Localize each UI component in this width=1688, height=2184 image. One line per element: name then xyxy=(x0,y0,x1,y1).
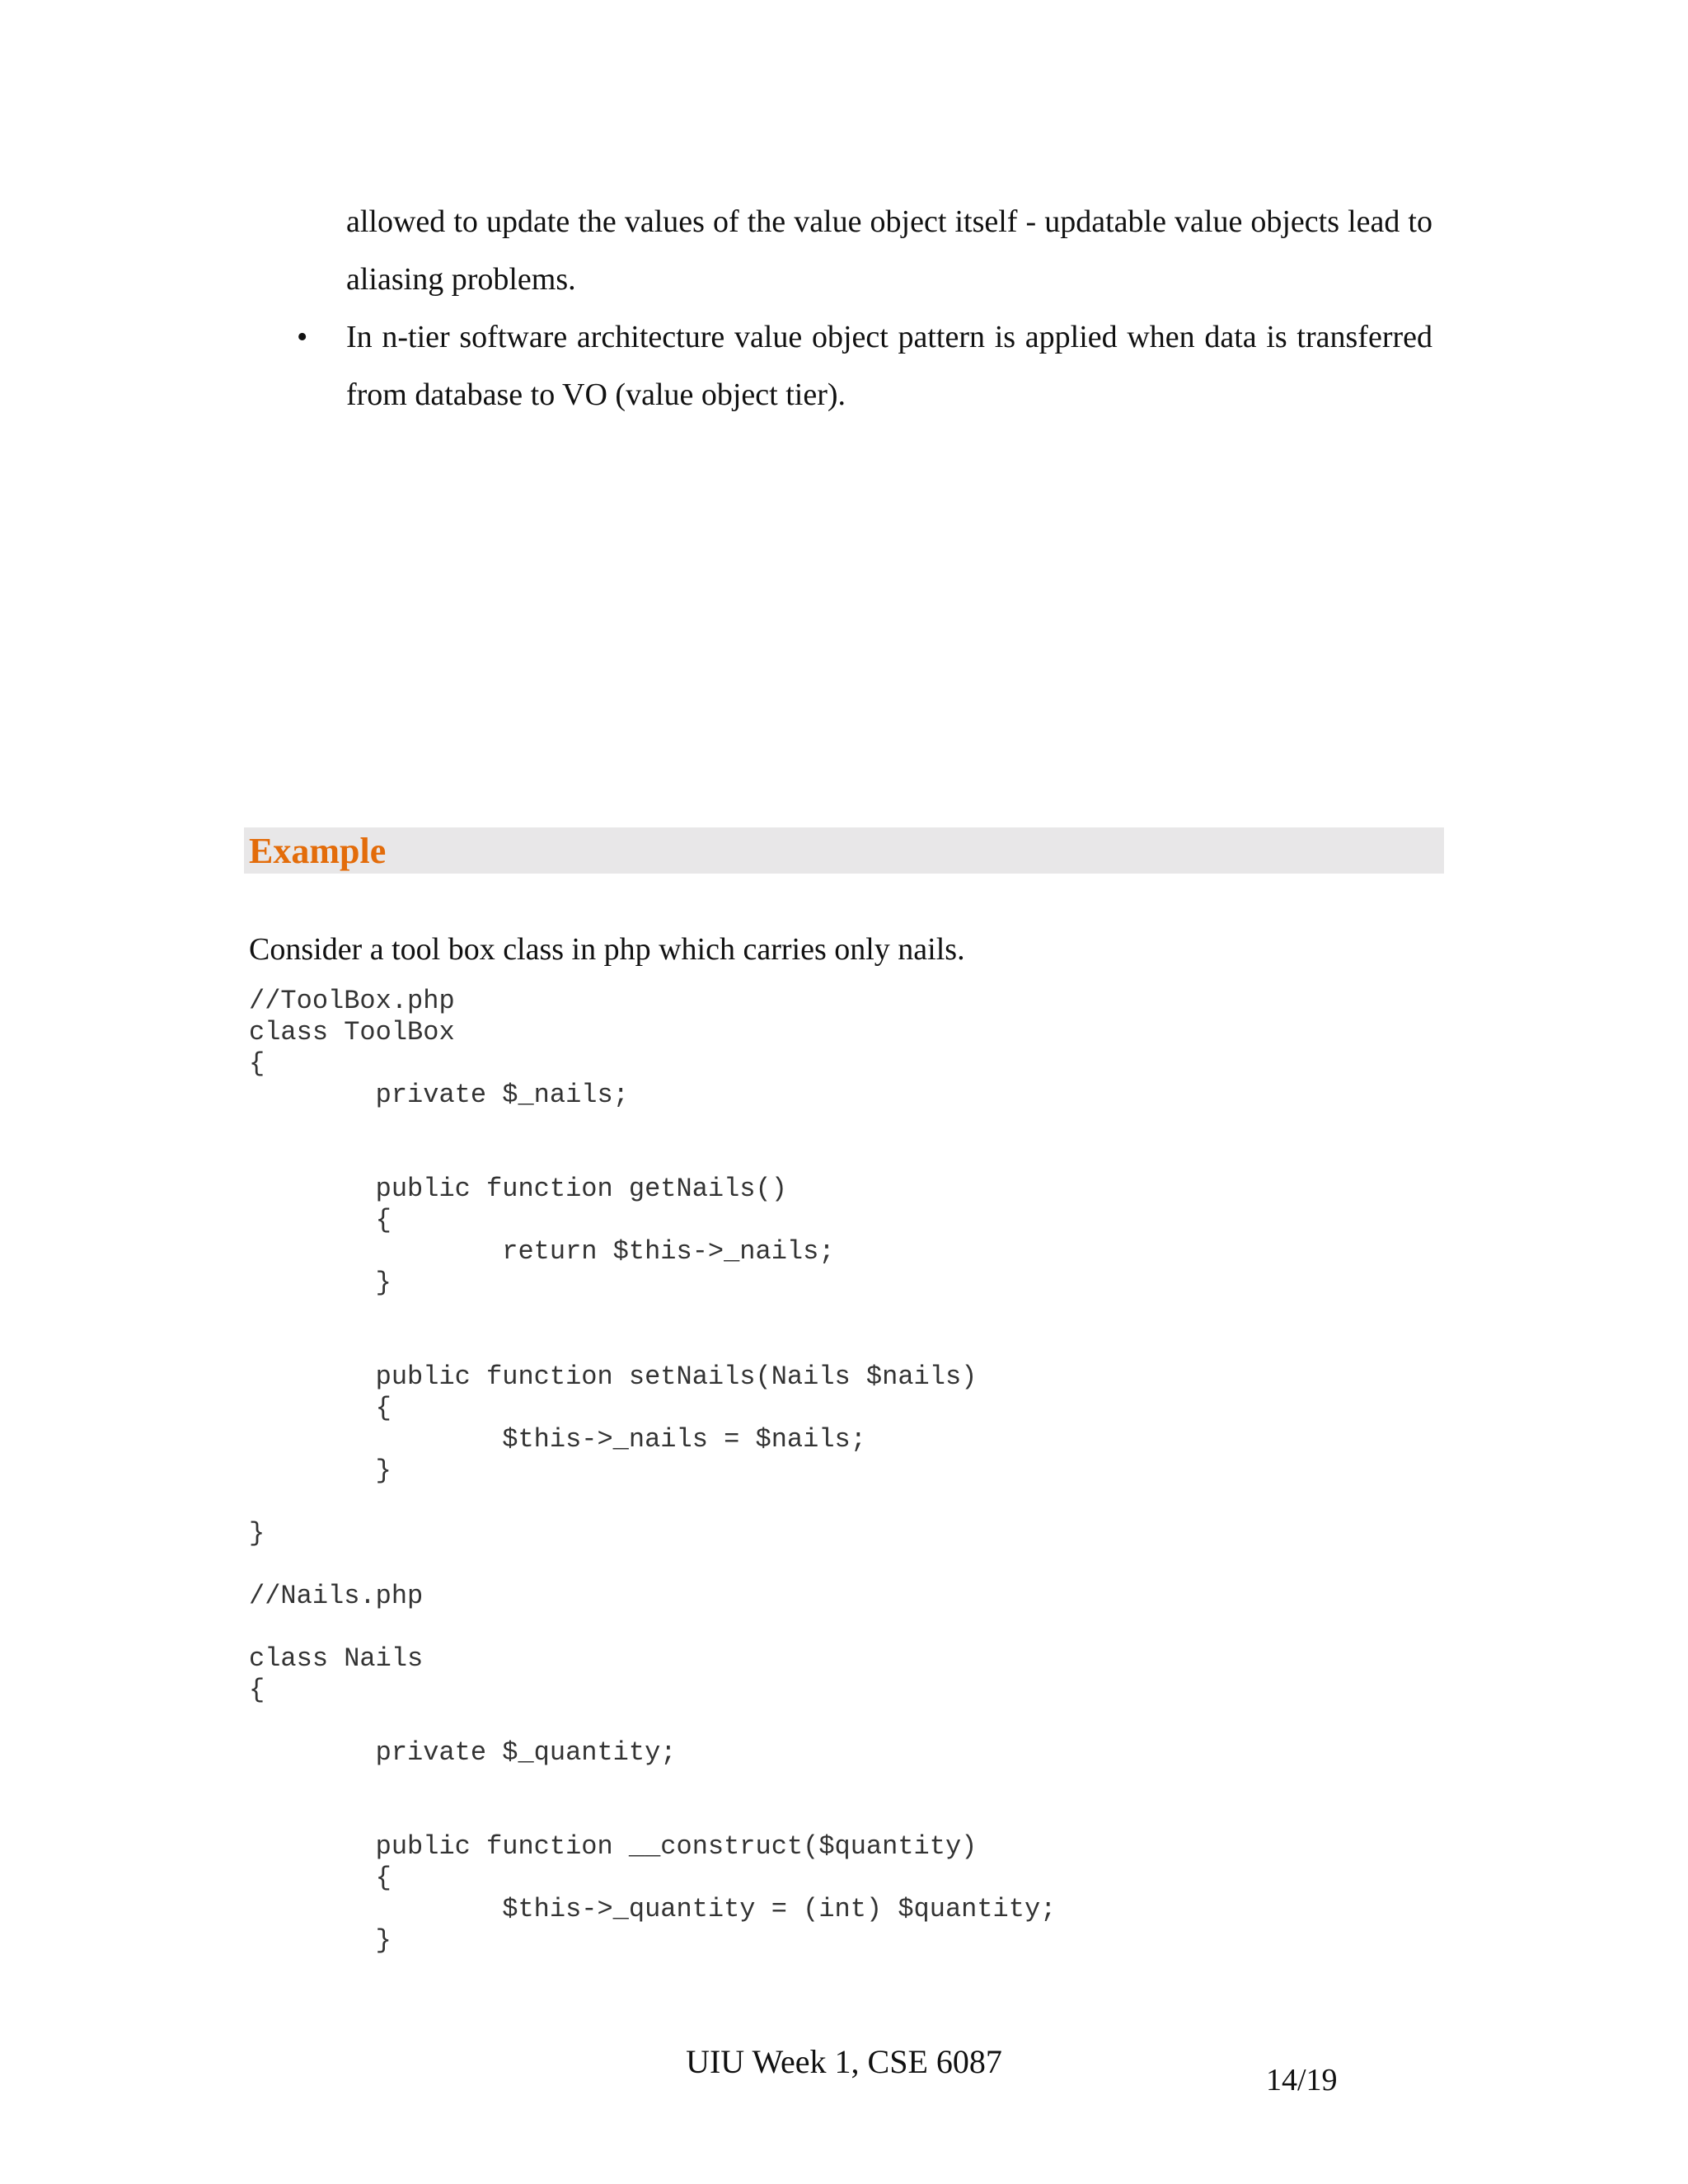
code-line: private $_nails; xyxy=(249,1080,629,1110)
code-line: { xyxy=(249,1393,392,1423)
code-line: //ToolBox.php xyxy=(249,986,455,1016)
code-line: class Nails xyxy=(249,1643,424,1674)
code-line: public function setNails(Nails $nails) xyxy=(249,1361,978,1392)
code-line xyxy=(249,1330,1056,1361)
code-line: $this->_nails = $nails; xyxy=(249,1424,866,1455)
bullet-text: In n-tier software architecture value object pattern is applied when data is transferred from database to VO (value object tier). xyxy=(346,320,1432,412)
code-line: //Nails.php xyxy=(249,1581,424,1611)
bullet-item xyxy=(297,308,1432,424)
section-heading: Example xyxy=(249,831,387,871)
code-line xyxy=(249,1549,1056,1581)
code-line xyxy=(249,1142,1056,1174)
continuation-paragraph: allowed to update the values of the value object itself - updatable value objects lead to aliasing problems. xyxy=(346,204,1432,297)
code-line: $this->_quantity = (int) $quantity; xyxy=(249,1894,1057,1924)
code-line xyxy=(249,1487,1056,1518)
code-line xyxy=(249,1769,1056,1800)
code-line xyxy=(249,1706,1056,1737)
code-line: private $_quantity; xyxy=(249,1737,677,1768)
code-line: { xyxy=(249,1675,265,1705)
code-line xyxy=(249,1111,1056,1142)
code-line: } xyxy=(249,1455,392,1486)
code-line: } xyxy=(249,1268,392,1298)
code-line xyxy=(249,1612,1056,1643)
intro-paragraph: Consider a tool box class in php which carries only nails. xyxy=(249,932,965,967)
code-line: { xyxy=(249,1863,392,1893)
section-heading-band xyxy=(244,827,1444,874)
code-line xyxy=(249,1800,1056,1831)
footer-title: UIU Week 1, CSE 6087 xyxy=(686,2043,1002,2080)
code-line: } xyxy=(249,1925,392,1956)
page-number: 14/19 xyxy=(1266,2063,1338,2097)
code-listing xyxy=(249,986,1056,1957)
code-line: { xyxy=(249,1048,265,1079)
code-line: public function __construct($quantity) xyxy=(249,1831,978,1862)
code-line: } xyxy=(249,1518,265,1549)
code-line: class ToolBox xyxy=(249,1017,455,1047)
code-line: return $this->_nails; xyxy=(249,1236,835,1267)
code-line xyxy=(249,1299,1056,1330)
code-line: { xyxy=(249,1205,392,1235)
code-line: public function getNails() xyxy=(249,1174,787,1204)
top-text-block xyxy=(297,193,1432,424)
bullet-marker: • xyxy=(297,320,308,354)
